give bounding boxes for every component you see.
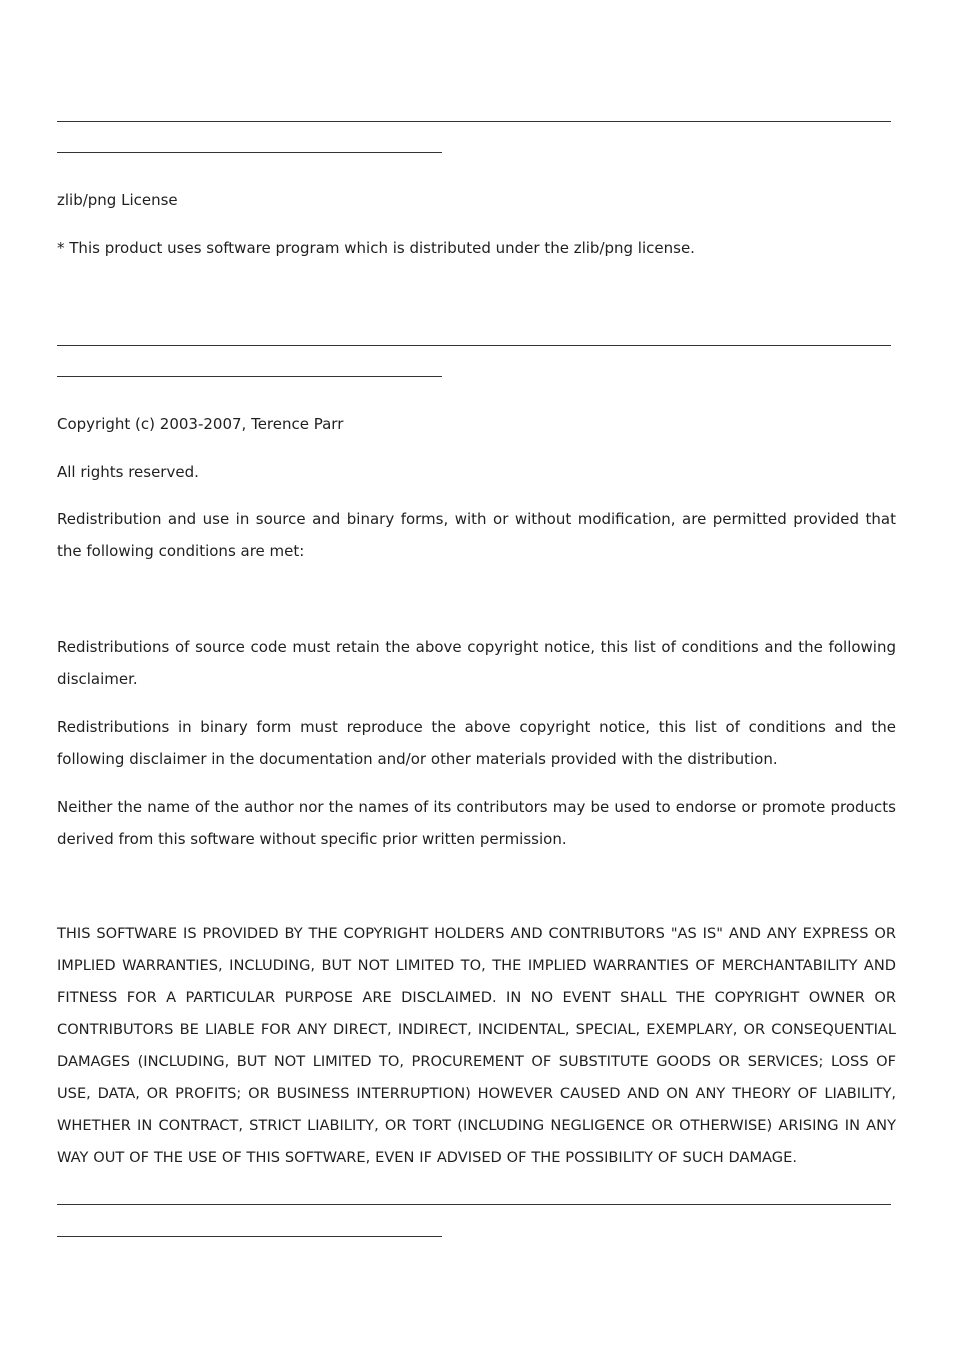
separator-line-short	[57, 152, 442, 153]
license-notice: * This product uses software program which is distributed under the zlib/png license.	[57, 239, 695, 257]
condition-source-code: Redistributions of source code must retain the above copyright notice, this list of conditions and the following disclaimer.	[57, 638, 896, 688]
copyright-line: Copyright (c) 2003-2007, Terence Parr	[57, 415, 344, 433]
separator-line-short	[57, 376, 442, 377]
separator-line	[57, 121, 891, 122]
condition-binary-form: Redistributions in binary form must reproduce the above copyright notice, this list of conditions and the following disclaimer in the documentation and/or other materials provided with the distribution.	[57, 718, 896, 768]
section-title-zlib: zlib/png License	[57, 191, 178, 209]
redistribution-intro: Redistribution and use in source and binary forms, with or without modification, are permitted provided that the following conditions are met:	[57, 510, 896, 560]
condition-no-endorsement: Neither the name of the author nor the names of its contributors may be used to endorse or promote products derived from this software without specific prior written permission.	[57, 798, 896, 848]
separator-line	[57, 345, 891, 346]
warranty-disclaimer: THIS SOFTWARE IS PROVIDED BY THE COPYRIGHT HOLDERS AND CONTRIBUTORS "AS IS" AND ANY EXPRESS OR IMPLIED WARRANTIES, INCLUDING, BUT NOT LIMITED TO, THE IMPLIED WARRANTIES OF MERCHANTABILITY AND FITNESS FOR A PARTICULAR PURPOSE ARE DISCLAIMED. IN NO EVENT SHALL THE COPYRIGHT OWNER OR CONTRIBUTORS BE LIABLE FOR ANY DIRECT, INDIRECT, INCIDENTAL, SPECIAL, EXEMPLARY, OR CONSEQUENTIAL DAMAGES (INCLUDING, BUT NOT LIMITED TO, PROCUREMENT OF SUBSTITUTE GOODS OR SERVICES; LOSS OF USE, DATA, OR PROFITS; OR BUSINESS INTERRUPTION) HOWEVER CAUSED AND ON ANY THEORY OF LIABILITY, WHETHER IN CONTRACT, STRICT LIABILITY, OR TORT (INCLUDING NEGLIGENCE OR OTHERWISE) ARISING IN ANY WAY OUT OF THE USE OF THIS SOFTWARE, EVEN IF ADVISED OF THE POSSIBILITY OF SUCH DAMAGE.	[57, 925, 896, 1166]
rights-reserved: All rights reserved.	[57, 463, 199, 481]
separator-line	[57, 1204, 891, 1205]
separator-line-short	[57, 1236, 442, 1237]
